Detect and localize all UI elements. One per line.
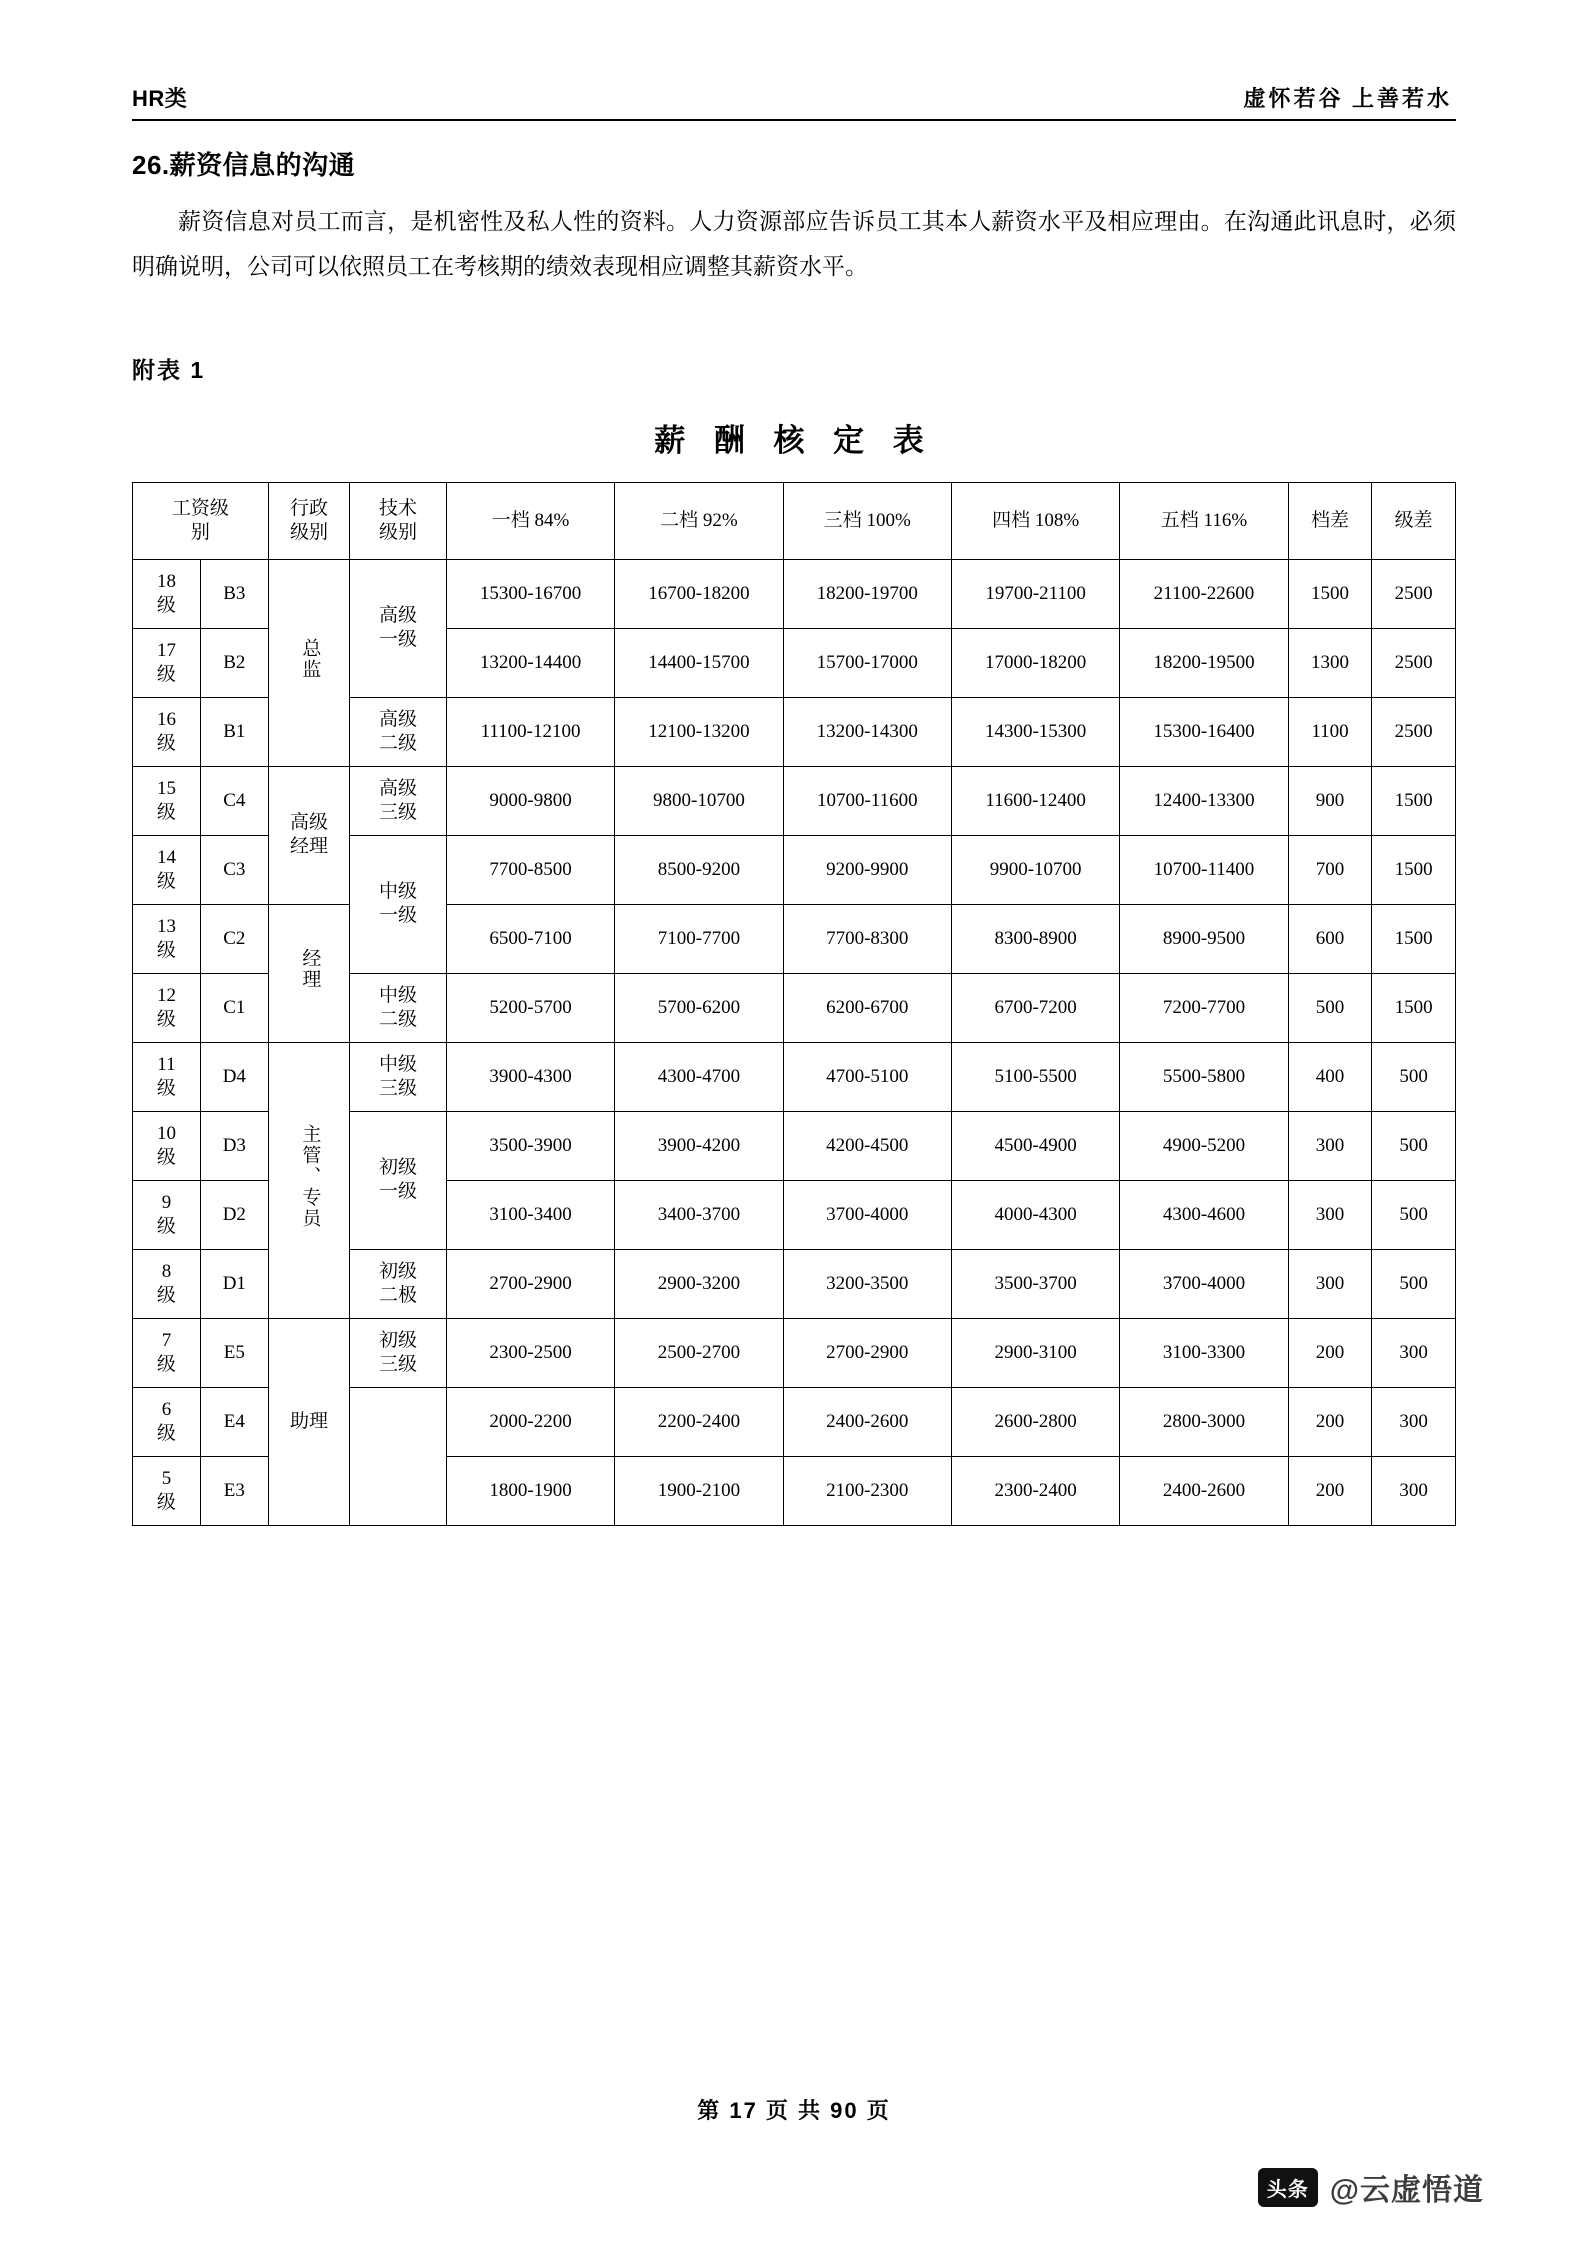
cell-admin-group: 助理 — [268, 1318, 349, 1525]
cell-band-3: 3200-3500 — [783, 1249, 951, 1318]
cell-band-5: 3100-3300 — [1120, 1318, 1288, 1387]
cell-band-5: 5500-5800 — [1120, 1042, 1288, 1111]
cell-band-3: 4700-5100 — [783, 1042, 951, 1111]
cell-band-2: 7100-7700 — [615, 904, 783, 973]
cell-admin-code: D2 — [200, 1180, 268, 1249]
section-heading: 26.薪资信息的沟通 — [132, 150, 356, 180]
cell-band-2: 3400-3700 — [615, 1180, 783, 1249]
cell-band-1: 1800-1900 — [446, 1456, 614, 1525]
cell-band-4: 5100-5500 — [951, 1042, 1119, 1111]
cell-step-diff: 500 — [1288, 973, 1372, 1042]
cell-level-diff: 500 — [1372, 1042, 1456, 1111]
cell-band-1: 6500-7100 — [446, 904, 614, 973]
cell-tech-group: 中级 三级 — [350, 1042, 447, 1111]
cell-tech-group: 高级 二级 — [350, 697, 447, 766]
table-row — [133, 766, 1456, 835]
cell-band-2: 2500-2700 — [615, 1318, 783, 1387]
cell-band-3: 2400-2600 — [783, 1387, 951, 1456]
cell-band-4: 4000-4300 — [951, 1180, 1119, 1249]
header-band-4: 四档 108% — [951, 482, 1119, 559]
cell-band-1: 9000-9800 — [446, 766, 614, 835]
cell-admin-group: 经理 — [268, 904, 349, 1042]
page-header — [132, 0, 1456, 121]
cell-admin-code: C2 — [200, 904, 268, 973]
cell-admin-code: E3 — [200, 1456, 268, 1525]
cell-level-diff: 300 — [1372, 1318, 1456, 1387]
watermark — [1258, 2165, 1484, 2209]
cell-grade: 15 级 — [133, 766, 201, 835]
table-body — [133, 559, 1456, 1525]
cell-admin-code: B1 — [200, 697, 268, 766]
cell-grade: 17 级 — [133, 628, 201, 697]
cell-grade: 11 级 — [133, 1042, 201, 1111]
cell-band-2: 5700-6200 — [615, 973, 783, 1042]
cell-grade: 14 级 — [133, 835, 201, 904]
cell-grade: 16 级 — [133, 697, 201, 766]
cell-band-2: 16700-18200 — [615, 559, 783, 628]
cell-band-5: 4300-4600 — [1120, 1180, 1288, 1249]
cell-band-5: 2800-3000 — [1120, 1387, 1288, 1456]
cell-band-1: 13200-14400 — [446, 628, 614, 697]
cell-admin-code: C1 — [200, 973, 268, 1042]
toutiao-badge-icon: 头条 — [1258, 2168, 1318, 2207]
cell-band-4: 17000-18200 — [951, 628, 1119, 697]
cell-grade: 7 级 — [133, 1318, 201, 1387]
cell-level-diff: 300 — [1372, 1456, 1456, 1525]
cell-band-1: 2300-2500 — [446, 1318, 614, 1387]
cell-admin-code: B3 — [200, 559, 268, 628]
cell-admin-group: 主管、专员 — [268, 1042, 349, 1318]
cell-band-1: 3100-3400 — [446, 1180, 614, 1249]
cell-band-1: 7700-8500 — [446, 835, 614, 904]
cell-step-diff: 600 — [1288, 904, 1372, 973]
cell-band-4: 19700-21100 — [951, 559, 1119, 628]
cell-tech-group-empty — [350, 1387, 447, 1525]
cell-band-3: 18200-19700 — [783, 559, 951, 628]
cell-band-2: 3900-4200 — [615, 1111, 783, 1180]
cell-band-1: 11100-12100 — [446, 697, 614, 766]
cell-band-4: 6700-7200 — [951, 973, 1119, 1042]
cell-band-1: 5200-5700 — [446, 973, 614, 1042]
cell-band-5: 15300-16400 — [1120, 697, 1288, 766]
cell-band-4: 2600-2800 — [951, 1387, 1119, 1456]
cell-grade: 13 级 — [133, 904, 201, 973]
cell-level-diff: 1500 — [1372, 835, 1456, 904]
header-grade: 工资级 别 — [133, 482, 269, 559]
cell-band-2: 2900-3200 — [615, 1249, 783, 1318]
cell-grade: 8 级 — [133, 1249, 201, 1318]
cell-level-diff: 2500 — [1372, 628, 1456, 697]
cell-band-3: 7700-8300 — [783, 904, 951, 973]
cell-band-5: 21100-22600 — [1120, 559, 1288, 628]
cell-grade: 9 级 — [133, 1180, 201, 1249]
cell-band-4: 2900-3100 — [951, 1318, 1119, 1387]
table-row — [133, 1318, 1456, 1387]
cell-band-2: 14400-15700 — [615, 628, 783, 697]
cell-band-4: 2300-2400 — [951, 1456, 1119, 1525]
cell-band-4: 14300-15300 — [951, 697, 1119, 766]
cell-band-2: 1900-2100 — [615, 1456, 783, 1525]
cell-step-diff: 1500 — [1288, 559, 1372, 628]
header-band-2: 二档 92% — [615, 482, 783, 559]
cell-band-1: 15300-16700 — [446, 559, 614, 628]
cell-band-2: 9800-10700 — [615, 766, 783, 835]
table-title: 薪 酬 核 定 表 — [654, 422, 934, 458]
cell-step-diff: 1100 — [1288, 697, 1372, 766]
table-row — [133, 559, 1456, 628]
cell-band-3: 2700-2900 — [783, 1318, 951, 1387]
cell-band-3: 15700-17000 — [783, 628, 951, 697]
cell-band-3: 10700-11600 — [783, 766, 951, 835]
cell-band-1: 2700-2900 — [446, 1249, 614, 1318]
header-band-5: 五档 116% — [1120, 482, 1288, 559]
cell-admin-group: 总监 — [268, 559, 349, 766]
cell-band-4: 11600-12400 — [951, 766, 1119, 835]
cell-step-diff: 300 — [1288, 1111, 1372, 1180]
header-step-diff: 档差 — [1288, 482, 1372, 559]
cell-tech-group: 初级 一级 — [350, 1111, 447, 1249]
cell-grade: 12 级 — [133, 973, 201, 1042]
cell-band-2: 4300-4700 — [615, 1042, 783, 1111]
section-paragraph: 薪资信息对员工而言，是机密性及私人性的资料。人力资源部应告诉员工其本人薪资水平及相应理由。在沟通此讯息时，必须明确说明，公司可以依照员工在考核期的绩效表现相应调整其薪资水平。 — [132, 209, 1456, 279]
cell-step-diff: 1300 — [1288, 628, 1372, 697]
cell-step-diff: 300 — [1288, 1180, 1372, 1249]
cell-tech-group: 中级 二级 — [350, 973, 447, 1042]
header-level-diff: 级差 — [1372, 482, 1456, 559]
cell-band-2: 2200-2400 — [615, 1387, 783, 1456]
cell-band-1: 3500-3900 — [446, 1111, 614, 1180]
cell-band-4: 3500-3700 — [951, 1249, 1119, 1318]
header-admin-level: 行政 级别 — [268, 482, 349, 559]
cell-step-diff: 200 — [1288, 1318, 1372, 1387]
cell-grade: 6 级 — [133, 1387, 201, 1456]
cell-band-5: 4900-5200 — [1120, 1111, 1288, 1180]
cell-admin-code: E4 — [200, 1387, 268, 1456]
cell-band-1: 3900-4300 — [446, 1042, 614, 1111]
cell-band-3: 9200-9900 — [783, 835, 951, 904]
cell-step-diff: 200 — [1288, 1456, 1372, 1525]
cell-level-diff: 300 — [1372, 1387, 1456, 1456]
cell-band-5: 8900-9500 — [1120, 904, 1288, 973]
table-row — [133, 904, 1456, 973]
cell-tech-group: 高级 一级 — [350, 559, 447, 697]
cell-band-2: 12100-13200 — [615, 697, 783, 766]
watermark-account-name: @云虚悟道 — [1329, 2174, 1484, 2207]
cell-level-diff: 1500 — [1372, 766, 1456, 835]
cell-band-5: 2400-2600 — [1120, 1456, 1288, 1525]
table-header-row — [133, 482, 1456, 559]
header-tech-level: 技术 级别 — [350, 482, 447, 559]
cell-admin-code: C3 — [200, 835, 268, 904]
cell-band-4: 4500-4900 — [951, 1111, 1119, 1180]
cell-grade: 10 级 — [133, 1111, 201, 1180]
cell-tech-group: 初级 三级 — [350, 1318, 447, 1387]
cell-step-diff: 900 — [1288, 766, 1372, 835]
cell-admin-code: E5 — [200, 1318, 268, 1387]
cell-admin-code: B2 — [200, 628, 268, 697]
cell-band-5: 18200-19500 — [1120, 628, 1288, 697]
cell-band-3: 3700-4000 — [783, 1180, 951, 1249]
page-footer: 第 17 页 共 90 页 — [697, 2098, 891, 2123]
cell-level-diff: 500 — [1372, 1111, 1456, 1180]
cell-tech-group: 中级 一级 — [350, 835, 447, 973]
cell-band-4: 8300-8900 — [951, 904, 1119, 973]
cell-band-3: 6200-6700 — [783, 973, 951, 1042]
cell-admin-code: D1 — [200, 1249, 268, 1318]
cell-step-diff: 400 — [1288, 1042, 1372, 1111]
cell-tech-group: 高级 三级 — [350, 766, 447, 835]
salary-table — [132, 482, 1456, 1526]
cell-admin-code: D4 — [200, 1042, 268, 1111]
cell-step-diff: 700 — [1288, 835, 1372, 904]
cell-band-5: 10700-11400 — [1120, 835, 1288, 904]
cell-band-5: 12400-13300 — [1120, 766, 1288, 835]
header-band-3: 三档 100% — [783, 482, 951, 559]
cell-band-5: 3700-4000 — [1120, 1249, 1288, 1318]
header-category-label: HR类 — [132, 86, 188, 111]
cell-level-diff: 1500 — [1372, 973, 1456, 1042]
cell-grade: 5 级 — [133, 1456, 201, 1525]
cell-admin-code: D3 — [200, 1111, 268, 1180]
cell-level-diff: 500 — [1372, 1180, 1456, 1249]
table-row — [133, 1042, 1456, 1111]
header-band-1: 一档 84% — [446, 482, 614, 559]
header-motto: 虚怀若谷 上善若水 — [1243, 86, 1452, 111]
cell-band-4: 9900-10700 — [951, 835, 1119, 904]
cell-admin-code: C4 — [200, 766, 268, 835]
appendix-label: 附表 1 — [132, 356, 206, 383]
cell-band-5: 7200-7700 — [1120, 973, 1288, 1042]
cell-band-3: 2100-2300 — [783, 1456, 951, 1525]
cell-step-diff: 200 — [1288, 1387, 1372, 1456]
cell-tech-group: 初级 二极 — [350, 1249, 447, 1318]
cell-band-3: 13200-14300 — [783, 697, 951, 766]
cell-level-diff: 2500 — [1372, 559, 1456, 628]
cell-admin-group: 高级 经理 — [268, 766, 349, 904]
cell-band-1: 2000-2200 — [446, 1387, 614, 1456]
cell-level-diff: 1500 — [1372, 904, 1456, 973]
cell-band-2: 8500-9200 — [615, 835, 783, 904]
cell-step-diff: 300 — [1288, 1249, 1372, 1318]
cell-level-diff: 500 — [1372, 1249, 1456, 1318]
cell-band-3: 4200-4500 — [783, 1111, 951, 1180]
cell-level-diff: 2500 — [1372, 697, 1456, 766]
cell-grade: 18 级 — [133, 559, 201, 628]
